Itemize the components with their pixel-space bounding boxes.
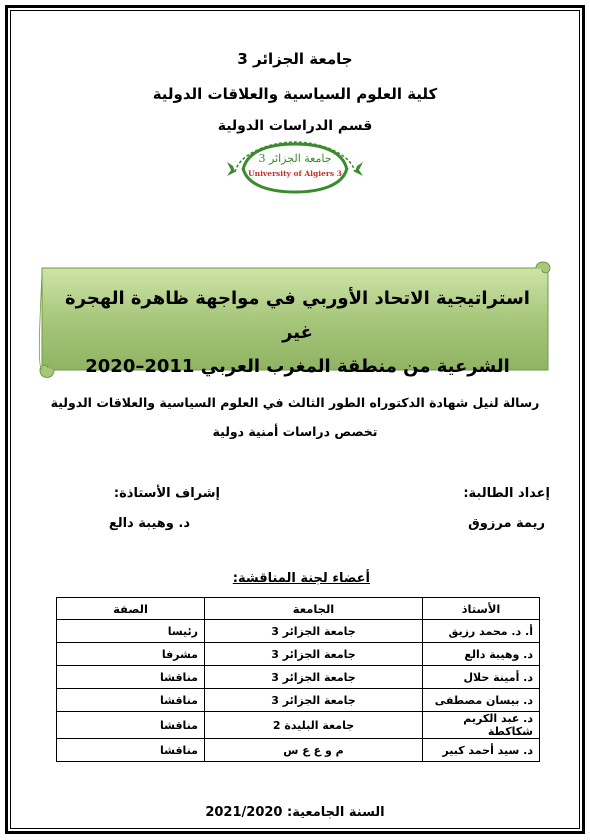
thesis-title <box>55 282 540 384</box>
professor-cell: د. أمينة حلال <box>423 666 540 689</box>
preparation-label: إعداد الطالبة: <box>463 486 550 501</box>
university-cell: جامعة البليدة 2 <box>205 712 423 739</box>
university-cell: م و ع ع س <box>205 739 423 762</box>
table-row <box>57 689 540 712</box>
professor-cell: د. سيد أحمد كبير <box>423 739 540 762</box>
role-cell: مشرفا <box>57 643 205 666</box>
header-university: الجامعة <box>205 598 423 620</box>
professor-cell: د. بيسان مصطفى <box>423 689 540 712</box>
table-header-row <box>57 598 540 620</box>
university-cell: جامعة الجزائر 3 <box>205 666 423 689</box>
university-cell: جامعة الجزائر 3 <box>205 643 423 666</box>
university-name: جامعة الجزائر 3 <box>237 50 353 68</box>
logo-arabic-text: جامعة الجزائر 3 <box>258 152 332 165</box>
department-name: قسم الدراسات الدولية <box>217 118 373 134</box>
role-cell: مناقشا <box>57 689 205 712</box>
supervisor-name: د. وهيبة دالع <box>108 516 190 531</box>
table-row <box>57 712 540 739</box>
header-professor: الأستاذ <box>423 598 540 620</box>
table-row <box>57 666 540 689</box>
header-role: الصفة <box>57 598 205 620</box>
role-cell: مناقشا <box>57 712 205 739</box>
role-cell: رئيسا <box>57 620 205 643</box>
table-row <box>57 739 540 762</box>
professor-cell: د. وهيبة دالع <box>423 643 540 666</box>
professor-cell: د. عبد الكريم شكاكطة <box>423 712 540 739</box>
table-row <box>57 620 540 643</box>
academic-year: السنة الجامعية: 2021/2020 <box>205 805 385 820</box>
role-cell: مناقشا <box>57 666 205 689</box>
faculty-name: كلية العلوم السياسية والعلاقات الدولية <box>152 85 438 103</box>
table-row <box>57 643 540 666</box>
university-logo <box>225 140 365 195</box>
committee-table <box>56 597 540 762</box>
student-name: ريمة مرزوق <box>468 516 545 531</box>
degree-statement: رسالة لنيل شهادة الدكتوراه الطور الثالث في العلوم السياسية والعلاقات الدولية <box>50 395 540 410</box>
supervision-label: إشراف الأستاذة: <box>113 486 220 501</box>
university-cell: جامعة الجزائر 3 <box>205 689 423 712</box>
university-cell: جامعة الجزائر 3 <box>205 620 423 643</box>
specialty: تخصص دراسات أمنية دولية <box>212 424 378 439</box>
professor-cell: أ. د. محمد رزيق <box>423 620 540 643</box>
committee-label: أعضاء لجنة المناقشة: <box>232 571 370 586</box>
role-cell: مناقشا <box>57 739 205 762</box>
thesis-title-line-2: الشرعية من منطقة المغرب العربي 2011–2020 <box>85 356 510 377</box>
logo-latin-text: University of Algiers 3 <box>248 169 342 178</box>
thesis-title-line-1: استراتيجية الاتحاد الأوربي في مواجهة ظاهرة الهجرة غير <box>65 288 530 343</box>
